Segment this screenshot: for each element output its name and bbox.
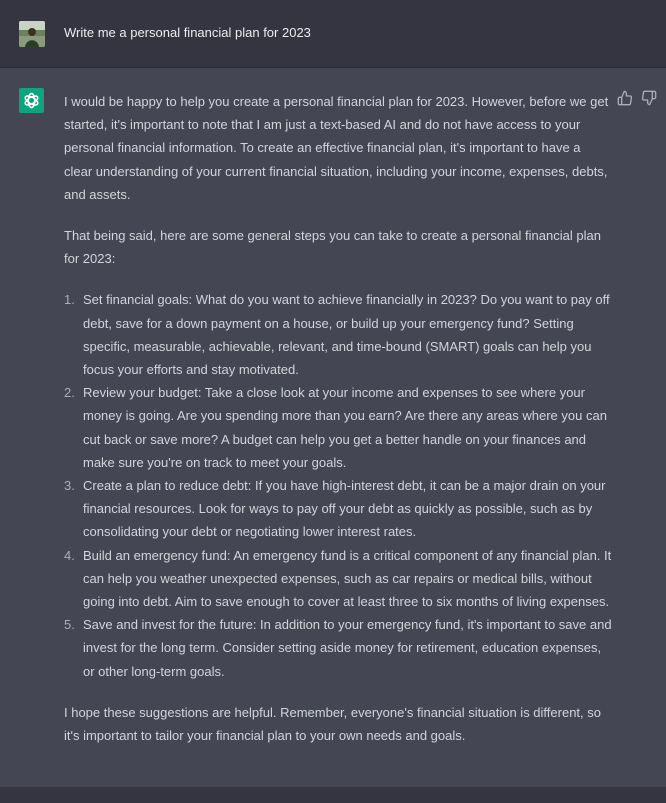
list-item-number: 5. bbox=[64, 617, 75, 633]
list-item-number: 1. bbox=[64, 292, 75, 308]
list-item-text: Save and invest for the future: In addition to your emergency fund, it's important to save and invest for the long term. Consider setting aside money for retirement, education expenses, or other long-term goals. bbox=[83, 617, 612, 679]
list-item bbox=[64, 288, 612, 381]
intro-paragraph: I would be happy to help you create a personal financial plan for 2023. However, before we get started, it's important to note that I am just a text-based AI and do not have access to your personal financial information. To create an effective financial plan, it's important to have a clear understanding of your current financial situation, including your income, expenses, debts, and assets. bbox=[64, 94, 609, 202]
list-item-text: Review your budget: Take a close look at your income and expenses to see where your money is going. Are you spending more than you earn? Are there any areas where you can cut back or save more? A budget can help you get a better handle on your finances and make sure you're on track to meet your goals. bbox=[83, 385, 607, 470]
list-item-text: Create a plan to reduce debt: If you have high-interest debt, it can be a major drain on your financial resources. Look for ways to pay off your debt as quickly as possible, such as by consolidating your debt or negotiating lower interest rates. bbox=[83, 478, 606, 540]
list-item-text: Build an emergency fund: An emergency fund is a critical component of any financial plan. It can help you weather unexpected expenses, such as car repairs or medical bills, without going into debt. Aim to save enough to cover at least three to six months of living expenses. bbox=[83, 547, 612, 610]
openai-logo-icon bbox=[19, 88, 44, 113]
closing-paragraph: I hope these suggestions are helpful. Remember, everyone's financial situation is different, so it's important to tailor your financial plan to your own needs and goals. bbox=[64, 704, 601, 744]
list-item-number: 3. bbox=[64, 478, 75, 494]
list-item bbox=[64, 544, 612, 614]
list-item-number: 2. bbox=[64, 385, 75, 401]
list-item-text: Set financial goals: What do you want to achieve financially in 2023? Do you want to pay off debt, save for a down payment on a house, or build up your emergency fund? Setting specific, measurable, achievable, relevant, and time-bound (SMART) goals can help you focus your efforts and stay motivated. bbox=[83, 292, 610, 378]
bottom-bar bbox=[0, 787, 666, 803]
list-item bbox=[64, 613, 612, 683]
assistant-message-row bbox=[0, 68, 666, 787]
user-avatar bbox=[19, 21, 45, 47]
list-item bbox=[64, 381, 612, 474]
steps-list bbox=[64, 288, 612, 682]
lead-in-paragraph: That being said, here are some general steps you can take to create a personal financial plan for 2023: bbox=[64, 228, 601, 267]
thumbs-down-icon[interactable] bbox=[641, 90, 657, 106]
user-message-row bbox=[0, 0, 666, 68]
list-item bbox=[64, 474, 612, 544]
assistant-message-content bbox=[64, 90, 612, 747]
list-item-number: 4. bbox=[64, 547, 75, 563]
feedback-buttons bbox=[617, 90, 659, 106]
thumbs-up-icon[interactable] bbox=[617, 90, 633, 106]
user-message-text: Write me a personal financial plan for 2023 bbox=[64, 25, 311, 40]
